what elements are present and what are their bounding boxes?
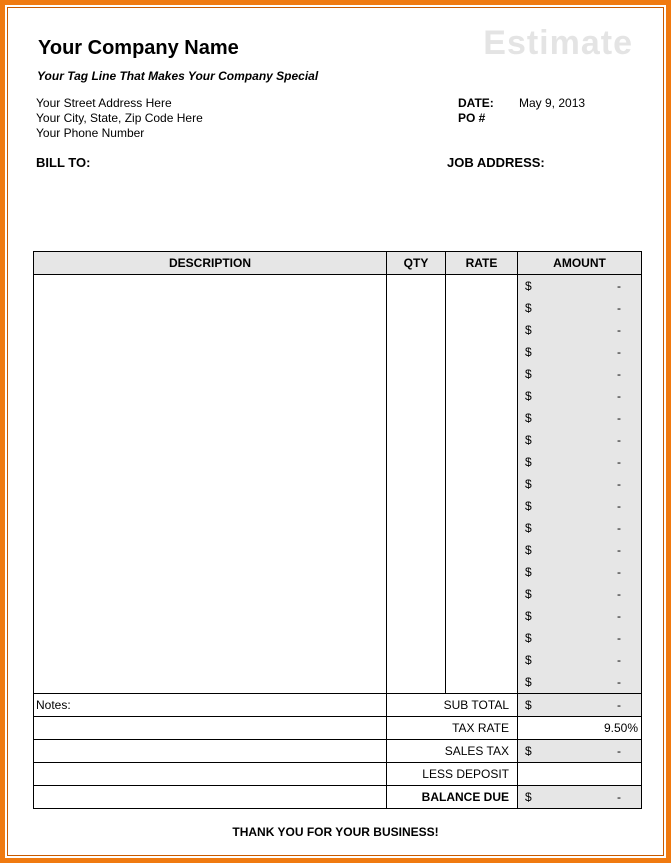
amount-line-item <box>518 297 641 319</box>
sales-tax-value: - <box>617 744 621 758</box>
amount-line-item <box>518 407 641 429</box>
amount-value: - <box>617 455 621 469</box>
currency-symbol: $ <box>525 631 532 645</box>
amount-value: - <box>617 345 621 359</box>
currency-symbol: $ <box>525 301 532 315</box>
amount-column <box>518 275 642 694</box>
currency-symbol: $ <box>525 455 532 469</box>
notes-line[interactable] <box>34 717 387 740</box>
date-value[interactable]: May 9, 2013 <box>519 96 586 110</box>
amount-line-item <box>518 341 641 363</box>
amount-value: - <box>617 389 621 403</box>
estimate-line-items-table <box>33 251 642 809</box>
currency-symbol: $ <box>525 653 532 667</box>
currency-symbol: $ <box>525 389 532 403</box>
phone-number: Your Phone Number <box>36 126 145 140</box>
currency-symbol: $ <box>525 698 532 712</box>
currency-symbol: $ <box>525 521 532 535</box>
amount-value: - <box>617 587 621 601</box>
rate-column[interactable] <box>446 275 518 694</box>
currency-symbol: $ <box>525 543 532 557</box>
rate-header: RATE <box>446 252 518 275</box>
currency-symbol: $ <box>525 323 532 337</box>
less-deposit-label: LESS DEPOSIT <box>387 763 518 786</box>
amount-line-item <box>518 495 641 517</box>
amount-value: - <box>617 301 621 315</box>
line-items-block <box>34 275 642 694</box>
description-column[interactable] <box>34 275 387 694</box>
currency-symbol: $ <box>525 367 532 381</box>
less-deposit-row <box>34 763 642 786</box>
amount-line-item <box>518 583 641 605</box>
balance-due-value: - <box>617 790 621 804</box>
amount-line-item <box>518 539 641 561</box>
amount-line-item <box>518 451 641 473</box>
sub-total-cell <box>518 694 642 717</box>
notes-line[interactable] <box>34 763 387 786</box>
currency-symbol: $ <box>525 587 532 601</box>
amount-value: - <box>617 477 621 491</box>
currency-symbol: $ <box>525 675 532 689</box>
amount-value: - <box>617 675 621 689</box>
sales-tax-row <box>34 740 642 763</box>
currency-symbol: $ <box>525 345 532 359</box>
amount-value: - <box>617 323 621 337</box>
qty-header: QTY <box>387 252 446 275</box>
currency-symbol: $ <box>525 790 532 804</box>
amount-value: - <box>617 609 621 623</box>
company-tagline: Your Tag Line That Makes Your Company Special <box>37 69 319 83</box>
amount-header: AMOUNT <box>518 252 642 275</box>
tax-rate-label: TAX RATE <box>387 717 518 740</box>
amount-value: - <box>617 499 621 513</box>
notes-line[interactable] <box>34 740 387 763</box>
notes-label: Notes: <box>34 694 387 717</box>
amount-value: - <box>617 279 621 293</box>
bill-to-label: BILL TO: <box>36 155 91 170</box>
currency-symbol: $ <box>525 744 532 758</box>
currency-symbol: $ <box>525 477 532 491</box>
amount-value: - <box>617 565 621 579</box>
amount-value: - <box>617 653 621 667</box>
currency-symbol: $ <box>525 433 532 447</box>
less-deposit-value[interactable] <box>518 763 642 786</box>
sub-total-label: SUB TOTAL <box>387 694 518 717</box>
thank-you-footer: THANK YOU FOR YOUR BUSINESS! <box>232 825 439 839</box>
currency-symbol: $ <box>525 499 532 513</box>
amount-line-item <box>518 649 641 671</box>
currency-symbol: $ <box>525 411 532 425</box>
amount-line-item <box>518 671 641 693</box>
amount-line-item <box>518 517 641 539</box>
estimate-page <box>14 14 657 849</box>
amount-line-item <box>518 429 641 451</box>
description-header: DESCRIPTION <box>34 252 387 275</box>
balance-due-cell <box>518 786 642 809</box>
street-address: Your Street Address Here <box>36 96 172 110</box>
amount-value: - <box>617 411 621 425</box>
city-state-zip: Your City, State, Zip Code Here <box>36 111 203 125</box>
amount-value: - <box>617 367 621 381</box>
amount-line-item <box>518 363 641 385</box>
amount-value: - <box>617 543 621 557</box>
balance-due-row <box>34 786 642 809</box>
amount-line-item <box>518 627 641 649</box>
amount-line-item <box>518 385 641 407</box>
sub-total-row <box>34 694 642 717</box>
company-name: Your Company Name <box>38 37 239 59</box>
currency-symbol: $ <box>525 279 532 293</box>
amount-value: - <box>617 521 621 535</box>
qty-column[interactable] <box>387 275 446 694</box>
sub-total-value: - <box>617 698 621 712</box>
balance-due-label: BALANCE DUE <box>387 786 518 809</box>
amount-line-item <box>518 319 641 341</box>
currency-symbol: $ <box>525 565 532 579</box>
sales-tax-cell <box>518 740 642 763</box>
amount-line-item <box>518 605 641 627</box>
document-title: Estimate <box>483 24 633 62</box>
notes-line[interactable] <box>34 786 387 809</box>
currency-symbol: $ <box>525 609 532 623</box>
amount-value: - <box>617 631 621 645</box>
amount-line-item <box>518 473 641 495</box>
table-header-row <box>34 252 642 275</box>
tax-rate-value[interactable]: 9.50% <box>518 717 642 740</box>
amount-value: - <box>617 433 621 447</box>
amount-line-item <box>518 275 641 297</box>
po-label: PO # <box>458 111 486 125</box>
job-address-label: JOB ADDRESS: <box>447 155 545 170</box>
amount-line-item <box>518 561 641 583</box>
date-label: DATE: <box>458 96 494 110</box>
tax-rate-row <box>34 717 642 740</box>
sales-tax-label: SALES TAX <box>387 740 518 763</box>
